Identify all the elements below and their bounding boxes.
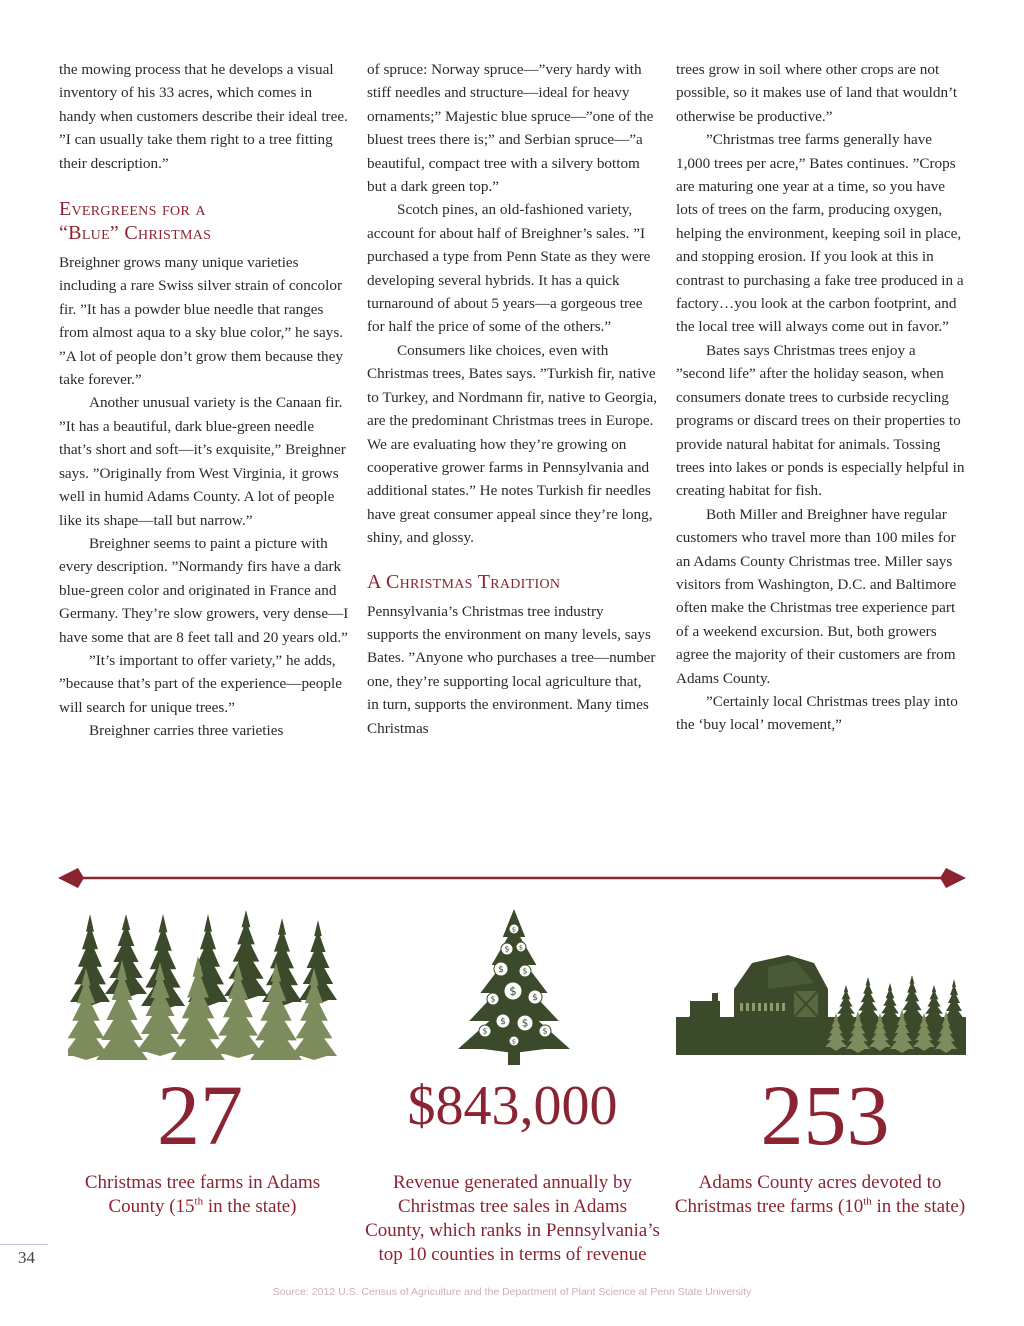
dollar-sign-icon: $ bbox=[532, 993, 538, 1004]
caption-line: Christmas tree sales in Adams bbox=[397, 1196, 628, 1217]
source-note: Source: 2012 U.S. Census of Agriculture and the Department of Plant Science at Penn State University bbox=[272, 1286, 752, 1298]
tree-trunk bbox=[508, 1049, 520, 1065]
pine-tree-icon bbox=[224, 910, 268, 1000]
article-column-2 bbox=[367, 58, 657, 740]
heading-line: Evergreens for a bbox=[59, 198, 206, 221]
paragraph: Breighner seems to paint a picture with every description. ”Normandy firs have a dark blue-green color and originated in France and Germany. They’re slow growers, very dense—I have some that are 8 feet tall and 20 years old.” bbox=[59, 534, 349, 646]
stat-acres-caption bbox=[670, 1171, 970, 1219]
paragraph: ”It’s important to offer variety,” he adds, ”because that’s part of the experience—people will search for unique trees.” bbox=[59, 651, 342, 716]
pine-tree-icon bbox=[923, 985, 945, 1025]
paragraph: Scotch pines, an old-fashioned variety, account for about half of Breighner’s sales. ”I purchased a type from Penn State as they were developing several hybrids. It has a quick turnaround of about 5 years—a gorgeous tree for half the price of some of the others.” bbox=[367, 201, 651, 336]
caption-line: top 10 counties in terms of revenue bbox=[378, 1244, 647, 1265]
ordinal-suffix: th bbox=[194, 1195, 204, 1208]
pine-tree-icon bbox=[835, 985, 857, 1025]
dollar-sign-icon: $ bbox=[522, 966, 528, 976]
ordinal-suffix: th bbox=[863, 1195, 872, 1208]
paragraph: ”Certainly local Christmas trees play into the ‘buy local’ movement,” bbox=[676, 692, 958, 734]
dollar-sign-icon: $ bbox=[500, 1017, 506, 1028]
paragraph: ”Christmas tree farms generally have 1,000 trees per acre,” Bates continues. ”Crops are maturing one year at a time, so you have lots of trees on the farm, producing oxygen, helping the environment, keeping soil in place, and stopping erosion. If you look at this in contrast to purchasing a fake tree produced in a factory…you look at the carbon footprint, and the local tree will always come out in favor.” bbox=[676, 131, 964, 336]
paragraph: of spruce: Norway spruce—”very hardy with stiff needles and structure—ideal for heavy ornaments;” Majestic blue spruce—”one of the bluest trees there is;” and Serbian spruce—”a beautiful, compact tree with a silvery bottom but a dark green top.” bbox=[367, 61, 654, 196]
stat-farms-caption bbox=[70, 1171, 335, 1219]
article-column-1 bbox=[59, 58, 349, 743]
caption-line: Christmas tree farms (10 bbox=[674, 1196, 864, 1217]
paragraph: Bates says Christmas trees enjoy a ”second life” after the holiday season, when consumers donate trees to curbside recycling programs or discard trees on their properties to provide natural habitat for animals. Tossing trees into lakes or ponds is especially helpful in creating habitat for fish. bbox=[676, 341, 965, 500]
dollar-sign-icon: $ bbox=[518, 943, 524, 952]
paragraph: Another unusual variety is the Canaan fir. ”It has a beautiful, dark blue-green needle that’s short and soft—it’s exquisite,” Breighner says. ”Originally from West Virginia, it grows well in humid Adams County. A lot of people like its shape—tall but narrow.” bbox=[59, 394, 346, 529]
dollar-sign-icon: $ bbox=[542, 1026, 548, 1036]
paragraph: Pennsylvania’s Christmas tree industry supports the environment on many levels, says Bates. ”Anyone who purchases a tree—number one, they’re supporting local agriculture that, in turn, supports the environment. Many times Christmas bbox=[367, 602, 656, 737]
heading-line: “Blue” Christmas bbox=[59, 222, 212, 245]
stat-acres-number: 253 bbox=[760, 1067, 890, 1163]
caption-line: Revenue generated annually by bbox=[393, 1172, 632, 1193]
paragraph: the mowing process that he develops a visual inventory of his 33 acres, which comes in handy when customers describe their ideal tree. ”I can usually take them right to a tree fitting their description.” bbox=[59, 61, 348, 172]
paragraph: Breighner carries three varieties bbox=[89, 722, 284, 740]
stat-farms-number: 27 bbox=[157, 1067, 243, 1163]
paragraph: trees grow in soil where other crops are not possible, so it makes use of land that wouldn’t otherwise be productive.” bbox=[676, 61, 958, 125]
barn-farm-illustration bbox=[676, 955, 966, 1055]
page-number: 34 bbox=[18, 1248, 35, 1267]
dollar-sign-icon: $ bbox=[509, 984, 517, 999]
dollar-sign-icon: $ bbox=[521, 1017, 529, 1030]
paragraph: Consumers like choices, even with Christmas trees, Bates says. ”Turkish fir, native to Turkey, and Nordmann fir, native to Georgia, are the predominant Christmas trees in Europe. We are evaluating how they’re growing on cooperative grower farms in Pennsylvania and additional states.” He notes Turkish fir needles have great consumer appeal since they’re long, shiny, and glossy. bbox=[367, 341, 658, 547]
stat-revenue-number: $843,000 bbox=[407, 1075, 618, 1137]
pine-tree-icon bbox=[136, 962, 184, 1056]
dollar-sign-icon: $ bbox=[490, 994, 496, 1004]
forest-illustration bbox=[68, 910, 340, 1060]
paragraph: Breighner grows many unique varieties including a rare Swiss silver strain of concolor fir. ”It has a powder blue needle that ranges from almost aqua to a sky blue color,” he says. ”A lot of people don’t grow them because they take forever.” bbox=[59, 254, 344, 389]
dollar-sign-icon: $ bbox=[511, 1037, 517, 1046]
article-column-3 bbox=[676, 58, 966, 737]
caption-line: Adams County acres devoted to bbox=[698, 1172, 942, 1193]
caption-line: County (15 bbox=[108, 1196, 195, 1217]
caption-line: in the state) bbox=[871, 1196, 966, 1217]
dollar-tree-illustration bbox=[455, 907, 573, 1067]
caption-line: Christmas tree farms in Adams bbox=[84, 1172, 321, 1193]
dollar-sign-icon: $ bbox=[504, 944, 510, 954]
stat-revenue-caption bbox=[355, 1171, 670, 1267]
pine-tree-icon bbox=[879, 983, 901, 1025]
caption-line: in the state) bbox=[203, 1196, 297, 1217]
dollar-sign-icon: $ bbox=[498, 965, 504, 976]
page-number-rule bbox=[0, 1244, 48, 1245]
ornamental-divider bbox=[58, 864, 966, 892]
dollar-sign-icon: $ bbox=[511, 925, 517, 934]
section-heading-blue-christmas bbox=[59, 197, 349, 245]
paragraph: Both Miller and Breighner have regular customers who travel more than 100 miles for an Adams County Christmas tree. Miller says visitors from Washington, D.C. and Baltimore often make the Christmas tree experience part of a weekend excursion. But, both growers agree the majority of their customers are from Adams County. bbox=[676, 505, 957, 687]
caption-line: County, which ranks in Pennsylvania’s bbox=[365, 1220, 660, 1241]
section-heading-christmas-tradition: A Christmas Tradition bbox=[367, 570, 561, 593]
dollar-sign-icon: $ bbox=[482, 1026, 488, 1036]
